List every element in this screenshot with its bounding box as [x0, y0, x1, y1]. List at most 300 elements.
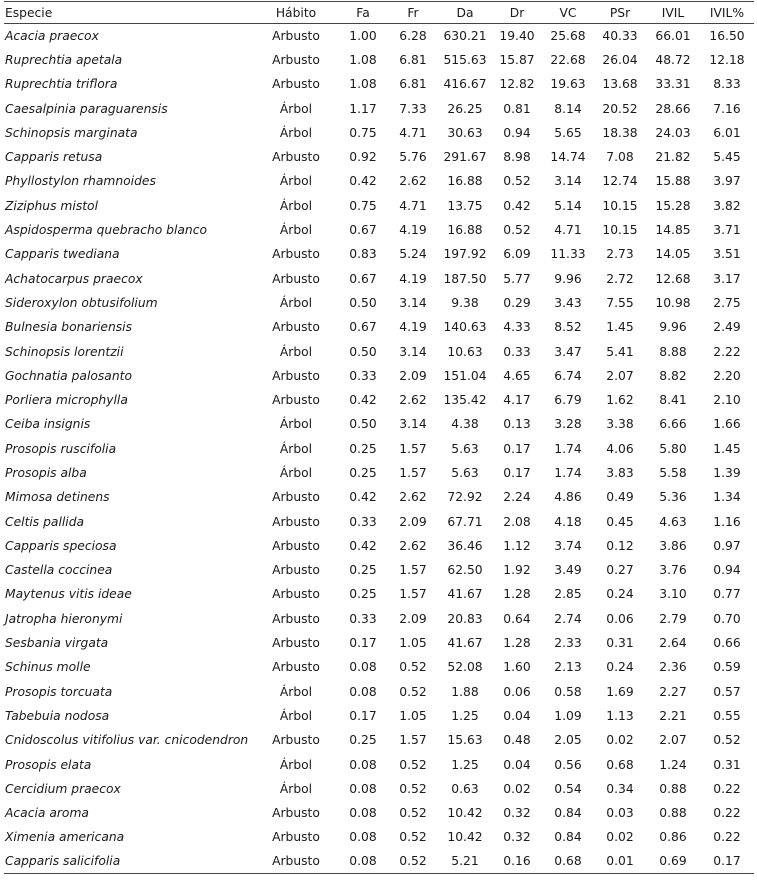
table-row	[4, 121, 754, 145]
table-row	[4, 777, 754, 801]
cell-ivil: 24.03	[655, 125, 691, 140]
table-row	[4, 558, 754, 582]
table-row	[4, 509, 754, 533]
cell-fr: 6.81	[399, 77, 427, 92]
table-row	[4, 825, 754, 849]
cell-species-name: Ziziphus mistol	[5, 198, 98, 213]
cell-fa: 0.50	[349, 417, 377, 432]
cell-habit: Arbusto	[272, 320, 320, 335]
cell-psr: 7.55	[606, 295, 634, 310]
cell-psr: 0.45	[606, 514, 634, 529]
cell-vc: 3.28	[554, 417, 582, 432]
cell-fr: 0.52	[399, 830, 427, 845]
cell-dr: 0.33	[503, 344, 531, 359]
cell-da: 10.42	[447, 806, 483, 821]
cell-da: 0.63	[451, 781, 479, 796]
cell-psr: 3.83	[606, 465, 634, 480]
cell-psr: 3.38	[606, 417, 634, 432]
cell-species-name: Bulnesia bonariensis	[5, 320, 132, 335]
cell-ivil: 6.66	[659, 417, 687, 432]
cell-psr: 0.27	[606, 563, 634, 578]
cell-habit: Árbol	[279, 101, 313, 116]
cell-habit: Arbusto	[254, 850, 338, 874]
cell-fa: 0.42	[349, 393, 377, 408]
table-row	[4, 364, 754, 388]
table-row	[4, 704, 754, 728]
cell-ivil-percent: 0.22	[713, 830, 741, 845]
cell-dr: 0.04	[503, 757, 531, 772]
cell-habit: Árbol	[279, 684, 313, 699]
cell-ivil-percent: 0.52	[713, 733, 741, 748]
table-row	[4, 412, 754, 436]
cell-ivil-percent: 16.50	[709, 28, 745, 43]
cell-vc: 2.05	[554, 733, 582, 748]
cell-fa: 0.67	[349, 223, 377, 238]
cell-fa: 1.08	[349, 52, 377, 67]
cell-psr: 0.03	[606, 806, 634, 821]
cell-habit: Árbol	[279, 757, 313, 772]
cell-vc: 3.43	[554, 295, 582, 310]
cell-fr: 4.19	[399, 223, 427, 238]
cell-species-name: Maytenus vitis ideae	[5, 587, 132, 602]
cell-ivil-percent: 0.31	[713, 757, 741, 772]
table-row	[4, 631, 754, 655]
cell-psr: 0.24	[606, 587, 634, 602]
cell-psr: 1.69	[606, 684, 634, 699]
cell-species-name: Capparis salicifolia	[4, 850, 254, 874]
cell-fa: 0.75	[349, 198, 377, 213]
cell-habit: Arbusto	[272, 660, 320, 675]
cell-dr: 0.17	[503, 441, 531, 456]
cell-vc: 3.49	[554, 563, 582, 578]
cell-habit: Arbusto	[272, 393, 320, 408]
cell-species-name: Porliera microphylla	[5, 393, 128, 408]
cell-vc: 0.54	[554, 781, 582, 796]
cell-psr: 10.15	[602, 223, 638, 238]
cell-vc: 5.65	[554, 125, 582, 140]
cell-fr: 1.05	[399, 636, 427, 651]
header-da: Da	[438, 2, 492, 24]
cell-ivil-percent: 5.45	[713, 150, 741, 165]
species-table-container	[4, 1, 754, 874]
cell-habit: Arbusto	[272, 830, 320, 845]
table-row	[4, 437, 754, 461]
cell-fr: 1.57	[399, 587, 427, 602]
cell-da: 30.63	[447, 125, 483, 140]
cell-fa: 1.08	[349, 77, 377, 92]
cell-habit: Arbusto	[272, 150, 320, 165]
cell-psr: 2.73	[606, 247, 634, 262]
cell-ivil: 8.82	[659, 368, 687, 383]
cell-ivil: 8.88	[659, 344, 687, 359]
cell-habit: Arbusto	[272, 611, 320, 626]
table-row	[4, 96, 754, 120]
cell-da: 52.08	[447, 660, 483, 675]
table-row	[4, 266, 754, 290]
cell-vc: 0.58	[554, 684, 582, 699]
table-row	[4, 339, 754, 363]
cell-da: 67.71	[447, 514, 483, 529]
cell-da: 1.25	[451, 757, 479, 772]
cell-ivil-percent: 1.34	[713, 490, 741, 505]
cell-dr: 6.09	[503, 247, 531, 262]
cell-dr: 8.98	[503, 150, 531, 165]
cell-fa: 0.33	[349, 514, 377, 529]
cell-habit: Arbusto	[272, 247, 320, 262]
cell-dr: 4.33	[503, 320, 531, 335]
cell-vc: 5.14	[554, 198, 582, 213]
cell-vc: 8.52	[554, 320, 582, 335]
cell-fr: 0.52	[399, 781, 427, 796]
cell-psr: 0.49	[606, 490, 634, 505]
header-fa: Fa	[338, 2, 388, 24]
cell-habit: Arbusto	[272, 587, 320, 602]
cell-ivil: 0.69	[646, 850, 700, 874]
cell-ivil-percent: 0.66	[713, 636, 741, 651]
cell-ivil: 15.28	[655, 198, 691, 213]
cell-species-name: Capparis speciosa	[5, 538, 117, 553]
table-row	[4, 291, 754, 315]
cell-species-name: Schinopsis lorentzii	[5, 344, 124, 359]
cell-psr: 0.02	[606, 733, 634, 748]
cell-dr: 1.28	[503, 636, 531, 651]
cell-psr: 0.12	[606, 538, 634, 553]
cell-fr: 4.71	[399, 198, 427, 213]
cell-fa: 0.33	[349, 368, 377, 383]
cell-da: 135.42	[443, 393, 487, 408]
cell-ivil: 2.64	[659, 636, 687, 651]
header-psr: PSr	[594, 2, 646, 24]
cell-fr: 2.62	[399, 174, 427, 189]
cell-ivil-percent: 2.10	[713, 393, 741, 408]
cell-vc: 3.74	[554, 538, 582, 553]
cell-vc: 0.84	[554, 830, 582, 845]
table-row	[4, 388, 754, 412]
cell-fa: 0.08	[349, 781, 377, 796]
cell-habit: Arbusto	[272, 538, 320, 553]
header-ivil-percent: IVIL%	[700, 2, 754, 24]
cell-psr: 0.68	[606, 757, 634, 772]
cell-da: 5.21	[438, 850, 492, 874]
cell-species-name: Ximenia americana	[5, 830, 125, 845]
table-row	[4, 728, 754, 752]
cell-dr: 0.94	[503, 125, 531, 140]
cell-ivil-percent: 2.22	[713, 344, 741, 359]
cell-fa: 0.25	[349, 465, 377, 480]
cell-fr: 4.71	[399, 125, 427, 140]
header-fr: Fr	[388, 2, 438, 24]
cell-da: 4.38	[451, 417, 479, 432]
cell-ivil: 2.36	[659, 660, 687, 675]
table-row	[4, 534, 754, 558]
cell-species-name: Prosopis torcuata	[5, 684, 113, 699]
cell-dr: 0.13	[503, 417, 531, 432]
cell-da: 20.83	[447, 611, 483, 626]
cell-psr: 10.15	[602, 198, 638, 213]
cell-da: 187.50	[443, 271, 487, 286]
cell-ivil: 4.63	[659, 514, 687, 529]
cell-vc: 22.68	[550, 52, 586, 67]
cell-habit: Árbol	[279, 198, 313, 213]
cell-ivil: 48.72	[655, 52, 691, 67]
cell-fa: 0.08	[349, 806, 377, 821]
table-row	[4, 655, 754, 679]
header-vc: VC	[542, 2, 594, 24]
cell-ivil-percent: 2.20	[713, 368, 741, 383]
cell-vc: 4.18	[554, 514, 582, 529]
cell-dr: 0.29	[503, 295, 531, 310]
cell-da: 1.88	[451, 684, 479, 699]
cell-vc: 25.68	[550, 28, 586, 43]
cell-ivil-percent: 0.17	[700, 850, 754, 874]
cell-fr: 1.57	[399, 441, 427, 456]
cell-da: 5.63	[451, 441, 479, 456]
cell-species-name: Celtis pallida	[5, 514, 85, 529]
cell-ivil: 2.21	[659, 708, 687, 723]
cell-psr: 26.04	[602, 52, 638, 67]
cell-ivil: 66.01	[655, 28, 691, 43]
cell-ivil: 15.88	[655, 174, 691, 189]
cell-da: 5.63	[451, 465, 479, 480]
cell-fr: 3.14	[399, 344, 427, 359]
cell-ivil-percent: 0.77	[713, 587, 741, 602]
cell-ivil: 8.41	[659, 393, 687, 408]
table-row	[4, 680, 754, 704]
cell-psr: 7.08	[606, 150, 634, 165]
cell-ivil-percent: 0.59	[713, 660, 741, 675]
cell-ivil: 3.10	[659, 587, 687, 602]
cell-dr: 0.81	[503, 101, 531, 116]
cell-fa: 0.92	[349, 150, 377, 165]
cell-fr: 3.14	[399, 295, 427, 310]
cell-vc: 1.74	[554, 441, 582, 456]
cell-ivil-percent: 7.16	[713, 101, 741, 116]
cell-ivil: 3.86	[659, 538, 687, 553]
cell-habit: Árbol	[279, 781, 313, 796]
cell-ivil-percent: 12.18	[709, 52, 745, 67]
cell-dr: 12.82	[499, 77, 535, 92]
cell-fr: 2.62	[399, 393, 427, 408]
cell-vc: 2.13	[554, 660, 582, 675]
cell-vc: 1.09	[554, 708, 582, 723]
cell-ivil: 2.07	[659, 733, 687, 748]
cell-fa: 0.25	[349, 733, 377, 748]
cell-psr: 0.02	[606, 830, 634, 845]
cell-ivil-percent: 3.82	[713, 198, 741, 213]
cell-habit: Arbusto	[272, 490, 320, 505]
table-row	[4, 485, 754, 509]
cell-ivil: 0.88	[659, 806, 687, 821]
cell-species-name: Tabebuia nodosa	[5, 708, 110, 723]
cell-ivil: 10.98	[655, 295, 691, 310]
cell-fr: 0.52	[399, 757, 427, 772]
cell-dr: 0.48	[503, 733, 531, 748]
cell-species-name: Ruprechtia apetala	[5, 52, 123, 67]
cell-species-name: Sideroxylon obtusifolium	[5, 295, 158, 310]
cell-da: 1.25	[451, 708, 479, 723]
cell-dr: 0.17	[503, 465, 531, 480]
cell-ivil-percent: 6.01	[713, 125, 741, 140]
cell-fr: 2.09	[399, 611, 427, 626]
cell-species-name: Sesbania virgata	[5, 636, 109, 651]
cell-vc: 11.33	[550, 247, 586, 262]
cell-fr: 0.52	[388, 850, 438, 874]
table-row	[4, 169, 754, 193]
cell-ivil: 9.96	[659, 320, 687, 335]
cell-da: 62.50	[447, 563, 483, 578]
cell-da: 10.42	[447, 830, 483, 845]
cell-habit: Arbusto	[272, 733, 320, 748]
cell-fa: 0.17	[349, 708, 377, 723]
cell-ivil: 5.58	[659, 465, 687, 480]
cell-vc: 0.56	[554, 757, 582, 772]
cell-species-name: Aspidosperma quebracho blanco	[5, 223, 208, 238]
cell-ivil-percent: 8.33	[713, 77, 741, 92]
cell-fa: 0.08	[349, 684, 377, 699]
cell-species-name: Phyllostylon rhamnoides	[5, 174, 156, 189]
cell-fa: 0.67	[349, 271, 377, 286]
table-row	[4, 461, 754, 485]
cell-fr: 4.19	[399, 271, 427, 286]
cell-da: 41.67	[447, 636, 483, 651]
cell-ivil: 12.68	[655, 271, 691, 286]
table-row	[4, 48, 754, 72]
cell-ivil: 33.31	[655, 77, 691, 92]
cell-psr: 2.07	[606, 368, 634, 383]
cell-ivil: 21.82	[655, 150, 691, 165]
cell-dr: 2.24	[503, 490, 531, 505]
cell-psr: 18.38	[602, 125, 638, 140]
cell-ivil: 3.76	[659, 563, 687, 578]
cell-da: 9.38	[451, 295, 479, 310]
cell-fa: 0.42	[349, 538, 377, 553]
table-row	[4, 801, 754, 825]
cell-habit: Arbusto	[272, 28, 320, 43]
cell-da: 140.63	[443, 320, 487, 335]
cell-dr: 0.32	[503, 806, 531, 821]
cell-fr: 2.09	[399, 368, 427, 383]
cell-species-name: Jatropha hieronymi	[5, 611, 123, 626]
cell-fr: 2.62	[399, 538, 427, 553]
cell-vc: 3.47	[554, 344, 582, 359]
cell-ivil-percent: 0.94	[713, 563, 741, 578]
cell-da: 36.46	[447, 538, 483, 553]
cell-vc: 9.96	[554, 271, 582, 286]
cell-species-name: Castella coccinea	[5, 563, 113, 578]
cell-fa: 0.08	[349, 757, 377, 772]
cell-habit: Árbol	[279, 465, 313, 480]
table-row	[4, 24, 754, 48]
cell-vc: 14.74	[550, 150, 586, 165]
cell-dr: 0.04	[503, 708, 531, 723]
header-ivil: IVIL	[646, 2, 700, 24]
cell-da: 41.67	[447, 587, 483, 602]
cell-da: 16.88	[447, 174, 483, 189]
cell-da: 197.92	[443, 247, 487, 262]
cell-fr: 1.57	[399, 733, 427, 748]
cell-fa: 0.42	[349, 490, 377, 505]
cell-psr: 13.68	[602, 77, 638, 92]
cell-habit: Arbusto	[272, 563, 320, 578]
cell-ivil: 5.80	[659, 441, 687, 456]
cell-ivil-percent: 2.75	[713, 295, 741, 310]
cell-fa: 0.75	[349, 125, 377, 140]
cell-psr: 20.52	[602, 101, 638, 116]
cell-fr: 1.05	[399, 708, 427, 723]
cell-ivil-percent: 0.22	[713, 806, 741, 821]
cell-vc: 2.74	[554, 611, 582, 626]
cell-da: 630.21	[443, 28, 487, 43]
cell-vc: 1.74	[554, 465, 582, 480]
cell-psr: 0.34	[606, 781, 634, 796]
cell-dr: 4.17	[503, 393, 531, 408]
cell-species-name: Acacia praecox	[5, 28, 99, 43]
cell-da: 10.63	[447, 344, 483, 359]
cell-habit: Árbol	[279, 223, 313, 238]
cell-psr: 2.72	[606, 271, 634, 286]
cell-fa: 0.25	[349, 441, 377, 456]
cell-fr: 7.33	[399, 101, 427, 116]
cell-fr: 0.52	[399, 806, 427, 821]
cell-psr: 4.06	[606, 441, 634, 456]
cell-dr: 0.16	[492, 850, 542, 874]
cell-vc: 2.85	[554, 587, 582, 602]
cell-habit: Árbol	[279, 708, 313, 723]
cell-psr: 12.74	[602, 174, 638, 189]
cell-fr: 1.57	[399, 563, 427, 578]
cell-vc: 6.74	[554, 368, 582, 383]
cell-species-name: Caesalpinia paraguarensis	[5, 101, 168, 116]
cell-fr: 3.14	[399, 417, 427, 432]
cell-da: 515.63	[443, 52, 487, 67]
cell-dr: 0.02	[503, 781, 531, 796]
cell-psr: 1.13	[606, 708, 634, 723]
cell-ivil-percent: 1.39	[713, 465, 741, 480]
cell-da: 151.04	[443, 368, 487, 383]
cell-fa: 0.25	[349, 587, 377, 602]
cell-fr: 6.28	[399, 28, 427, 43]
cell-dr: 0.32	[503, 830, 531, 845]
cell-fa: 1.17	[349, 101, 377, 116]
cell-ivil-percent: 3.17	[713, 271, 741, 286]
table-row	[4, 607, 754, 631]
cell-ivil-percent: 0.70	[713, 611, 741, 626]
cell-dr: 5.77	[503, 271, 531, 286]
cell-fr: 4.19	[399, 320, 427, 335]
cell-fa: 0.42	[349, 174, 377, 189]
cell-dr: 4.65	[503, 368, 531, 383]
cell-habit: Arbusto	[272, 77, 320, 92]
cell-species-name: Prosopis alba	[5, 465, 87, 480]
cell-vc: 0.84	[554, 806, 582, 821]
cell-fr: 0.52	[399, 660, 427, 675]
cell-habit: Arbusto	[272, 806, 320, 821]
cell-ivil: 28.66	[655, 101, 691, 116]
cell-species-name: Ruprechtia triflora	[5, 77, 118, 92]
cell-psr: 0.01	[594, 850, 646, 874]
table-row	[4, 752, 754, 776]
cell-fr: 5.24	[399, 247, 427, 262]
cell-vc: 6.79	[554, 393, 582, 408]
table-row	[4, 582, 754, 606]
cell-species-name: Capparis retusa	[5, 150, 103, 165]
cell-vc: 2.33	[554, 636, 582, 651]
species-importance-table	[4, 1, 754, 874]
cell-da: 15.63	[447, 733, 483, 748]
cell-da: 16.88	[447, 223, 483, 238]
cell-dr: 1.28	[503, 587, 531, 602]
cell-psr: 1.62	[606, 393, 634, 408]
